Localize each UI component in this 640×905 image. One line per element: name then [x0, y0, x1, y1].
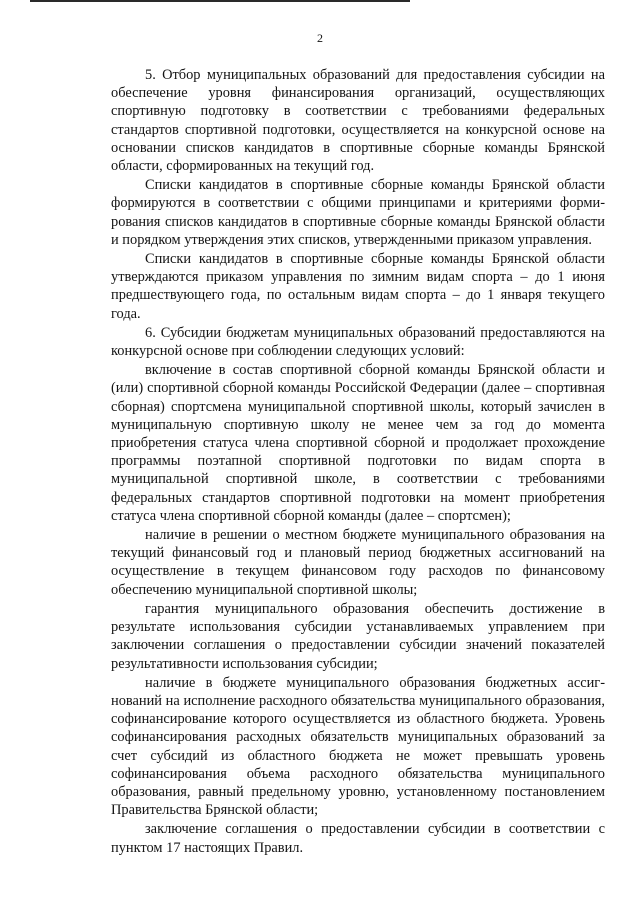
condition-guarantee: гарантия муниципального образования обеспечить достижение в результате использования субсидии устанавливаемых управлением при заключении соглашения о предоставлении субсидии значений показателей результативности использования субсидии;	[111, 600, 605, 672]
paragraph-candidate-lists-formation: Списки кандидатов в спортивные сборные команды Брянской области формируются в соответствии с общими принципами и критериями формирования списков кандидатов в спортивные сборные команды Брянской области и порядком утверждения этих списков, утвержденными приказом управления.	[111, 177, 605, 248]
paragraph-6-conditions: 6. Субсидии бюджетам муниципальных образований предоставляются на конкурсной основе при соблюдении следующих условий:	[111, 324, 605, 360]
condition-cofinancing: наличие в бюджете муниципального образования бюджетных ассигнований на исполнение расходного обязательства муниципального образования, софинансирование которого осуществляется из областного бюджета. Уровень софинансирования расходных обязательств муниципальных образований за счет субсидий из областного бюджета не может превышать уровень софинансирования объема расходного обязательства муниципального образования, равный предельному уровню, установленному постановлением Правительства Брянской области;	[111, 674, 605, 819]
document-body	[111, 66, 605, 858]
top-border-line	[30, 0, 410, 2]
condition-agreement: заключение соглашения о предоставлении субсидии в соответствии с пунктом 17 настоящих Правил.	[111, 821, 605, 856]
paragraph-5-selection: 5. Отбор муниципальных образований для предоставления субсидии на обеспечение уровня финансирования организаций, осуществляющих спортивную подготовку в соответствии с требованиями федеральных стандартов спортивной подготовки, осуществляется на конкурсной основе на основании списков кандидатов в спортивные сборные команды Брянской области, сформированных на текущий год.	[111, 67, 605, 175]
paragraph-candidate-lists-approval: Списки кандидатов в спортивные сборные команды Брянской области утверждаются приказом управления по зимним видам спорта – до 1 июня предшествующего года, по остальным видам спорта – до 1 января текущего года.	[111, 251, 605, 322]
condition-local-budget: наличие в решении о местном бюджете муниципального образования на текущий финансовый год и плановый период бюджетных ассигнований на осуществление в текущем финансовом году расходов по финансовому обеспечению муниципальной спортивной школы;	[111, 527, 605, 598]
condition-athlete-inclusion: включение в состав спортивной сборной команды Брянской области и (или) спортивной сборной команды Российской Федерации (далее – спортивная сборная) спортсмена муниципальной спортивной школы, который зачислен в муниципальную спортивную школу не менее чем за год до момента приобретения статуса члена спортивной сборной и продолжает прохождение программы поэтапной спортивной подготовки по видам спорта в муниципальной спортивной школе, в соответствии с требованиями федеральных стандартов спортивной подготовки на момент приобретения статуса члена спортивной сборной команды (далее – спортсмен);	[111, 362, 605, 524]
page-number: 2	[317, 31, 323, 45]
